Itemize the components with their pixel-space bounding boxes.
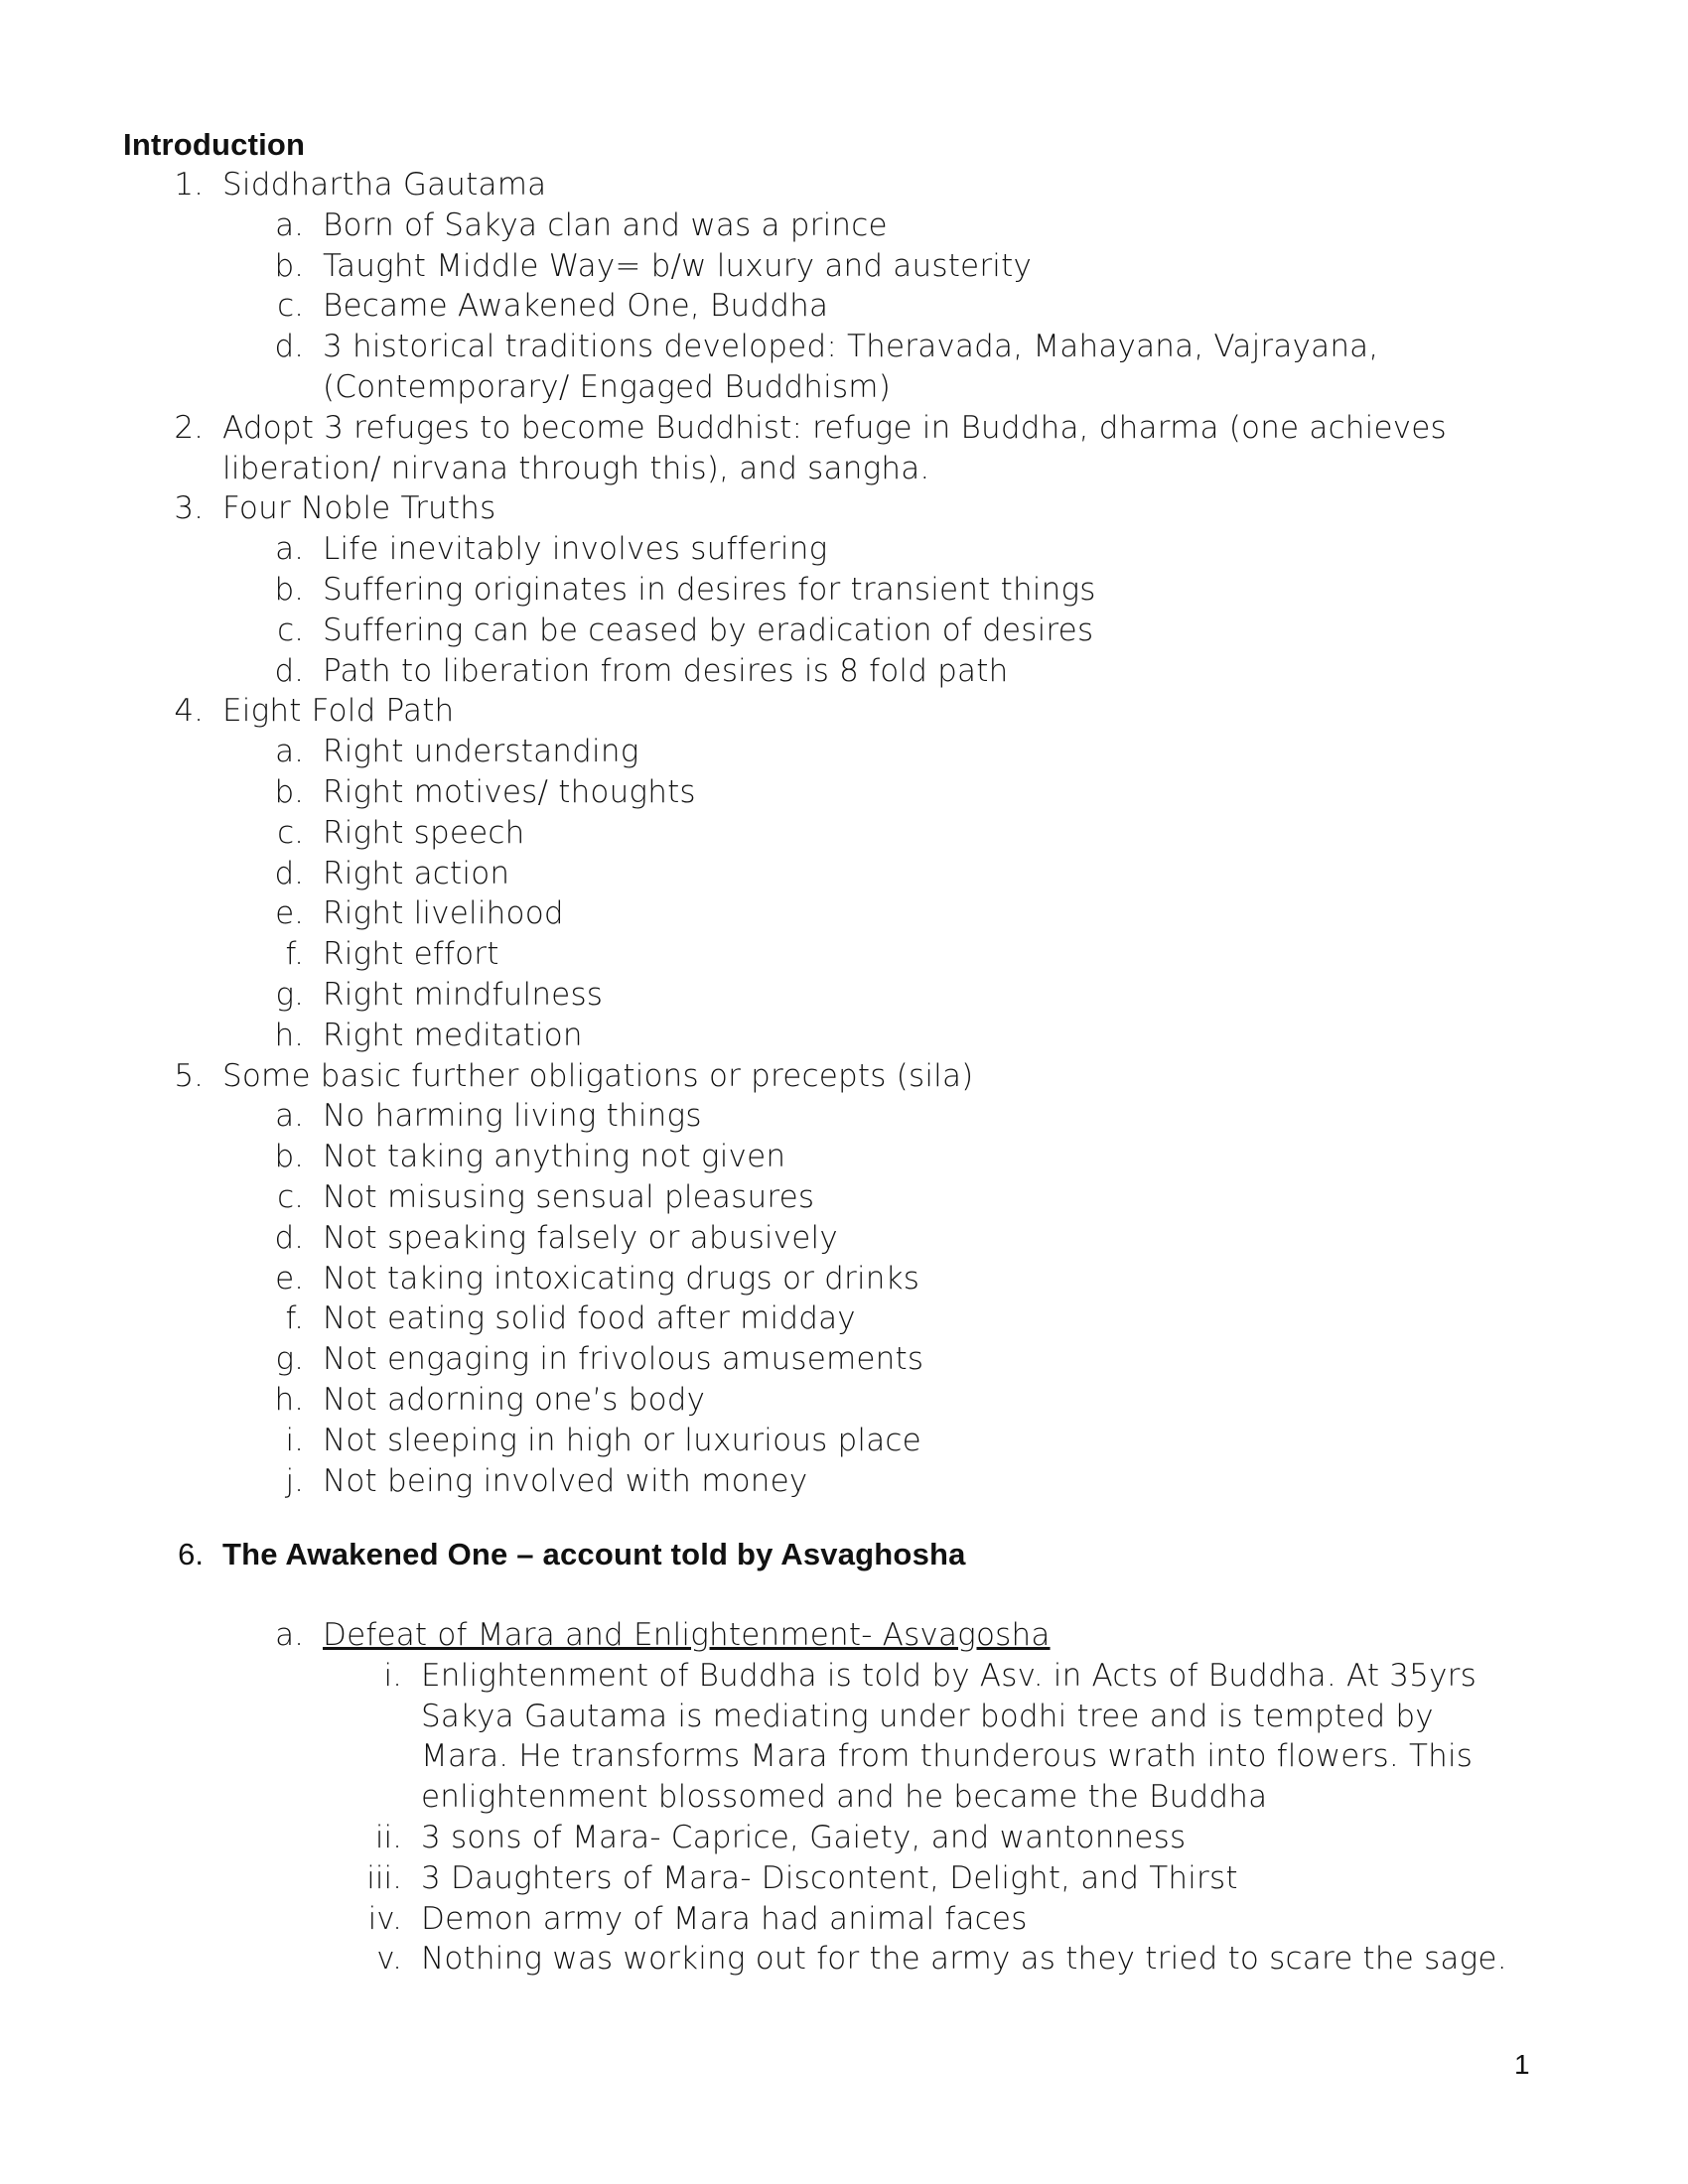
sub-section-title: Defeat of Mara and Enlightenment- Asvagosha (323, 1617, 1051, 1653)
sub-list-letter: j. (285, 1462, 304, 1499)
sub-list-letter: e. (275, 895, 304, 932)
sub-list-letter: c. (277, 288, 304, 325)
sub-list-letter: b. (274, 774, 304, 810)
sub-list-letter: c. (277, 814, 304, 851)
sub-list-item: Not speaking falsely or abusively (323, 1219, 838, 1256)
sub-list-item: Became Awakened One, Buddha (323, 288, 829, 325)
roman-list-item: Sakya Gautama is mediating under bodhi tree and is tempted by (421, 1698, 1434, 1734)
list-number: 3. (174, 490, 204, 527)
sub-list-letter: a. (275, 531, 304, 568)
sub-list-letter: e. (275, 1260, 304, 1297)
roman-list-item: Mara. He transforms Mara from thunderous wrath into flowers. This (421, 1738, 1474, 1775)
sub-list-letter: b. (274, 1139, 304, 1175)
sub-list-letter: c. (277, 612, 304, 648)
sub-list-letter: d. (274, 855, 304, 891)
sub-list-letter: g. (275, 977, 304, 1013)
sub-list-item: Right speech (323, 814, 525, 851)
sub-list-letter: d. (274, 652, 304, 689)
roman-numeral: ii. (374, 1820, 402, 1855)
roman-list-item: Nothing was working out for the army as they tried to scare the sage. (421, 1941, 1507, 1978)
sub-list-item: Right effort (323, 936, 499, 973)
list-item: Four Noble Truths (222, 490, 496, 527)
roman-list-item: enlightenment blossomed and he became the Buddha (421, 1779, 1268, 1816)
list-number: 2. (174, 409, 204, 446)
sub-list-letter: b. (274, 572, 304, 608)
sub-list-item: Path to liberation from desires is 8 fold path (323, 652, 1009, 689)
sub-list-item: Right understanding (323, 734, 639, 770)
sub-list-item: Life inevitably involves suffering (323, 531, 828, 568)
sub-list-item: Not taking intoxicating drugs or drinks (323, 1260, 920, 1297)
roman-numeral: i. (383, 1657, 402, 1694)
sub-list-item: Not adorning one’s body (323, 1382, 706, 1418)
sub-list-letter: a. (275, 1617, 304, 1653)
sub-list-letter: a. (275, 206, 304, 243)
sub-list-letter: f. (285, 936, 304, 973)
roman-list-item: Enlightenment of Buddha is told by Asv. in Acts of Buddha. At 35yrs (421, 1657, 1477, 1694)
roman-numeral: v. (376, 1941, 402, 1978)
sub-list-item: Right action (323, 855, 510, 891)
sub-list-letter: d. (274, 329, 304, 365)
sub-list-item-continuation: (Contemporary/ Engaged Buddhism) (323, 369, 891, 405)
sub-list-letter: c. (277, 1179, 304, 1215)
roman-list-item: 3 Daughters of Mara- Discontent, Delight, and Thirst (421, 1859, 1238, 1896)
roman-numeral: iv. (367, 1900, 402, 1937)
list-number: 4. (174, 693, 204, 730)
roman-numeral: iii. (366, 1859, 402, 1896)
list-item: Adopt 3 refuges to become Buddhist: refuge in Buddha, dharma (one achieves (222, 409, 1447, 446)
list-item-continuation: liberation/ nirvana through this), and sangha. (222, 450, 930, 486)
section-heading: Introduction (123, 127, 306, 162)
sub-list-letter: a. (275, 734, 304, 770)
sub-list-letter: h. (274, 1017, 304, 1053)
sub-list-letter: g. (275, 1341, 304, 1378)
sub-list-item: Not taking anything not given (323, 1139, 786, 1175)
list-number: 1. (174, 167, 204, 203)
list-number: 5. (174, 1057, 204, 1094)
sub-list-item: Not being involved with money (323, 1462, 808, 1499)
list-item: Eight Fold Path (222, 693, 455, 730)
sub-list-item: Born of Sakya clan and was a prince (323, 206, 888, 243)
sub-list-item: Right mindfulness (323, 977, 604, 1013)
sub-list-item: Not engaging in frivolous amusements (323, 1341, 924, 1378)
section-number: 6. (178, 1537, 204, 1571)
sub-list-item: Not misusing sensual pleasures (323, 1179, 815, 1215)
sub-list-item: Right motives/ thoughts (323, 774, 696, 810)
sub-list-letter: d. (274, 1219, 304, 1256)
sub-list-letter: h. (274, 1382, 304, 1418)
sub-list-letter: b. (274, 247, 304, 284)
sub-list-letter: i. (285, 1422, 304, 1458)
page-number: 1 (1514, 2049, 1530, 2080)
sub-list-item: No harming living things (323, 1098, 702, 1135)
section-title: The Awakened One – account told by Asvaghosha (222, 1537, 966, 1571)
sub-list-item: 3 historical traditions developed: Theravada, Mahayana, Vajrayana, (323, 329, 1379, 365)
sub-list-item: Not sleeping in high or luxurious place (323, 1422, 921, 1458)
sub-list-item: Right meditation (323, 1017, 583, 1053)
sub-list-item: Taught Middle Way= b/w luxury and austerity (323, 247, 1032, 284)
sub-list-letter: a. (275, 1098, 304, 1135)
roman-list-item: Demon army of Mara had animal faces (421, 1900, 1028, 1937)
roman-list-item: 3 sons of Mara- Caprice, Gaiety, and wantonness (421, 1820, 1187, 1855)
list-item: Some basic further obligations or precepts (sila) (222, 1057, 974, 1094)
sub-list-letter: f. (285, 1300, 304, 1337)
sub-list-item: Suffering can be ceased by eradication of desires (323, 612, 1094, 648)
sub-list-item: Suffering originates in desires for transient things (323, 572, 1096, 608)
sub-list-item: Right livelihood (323, 895, 564, 932)
list-item: Siddhartha Gautama (222, 167, 547, 203)
sub-list-item: Not eating solid food after midday (323, 1300, 856, 1337)
